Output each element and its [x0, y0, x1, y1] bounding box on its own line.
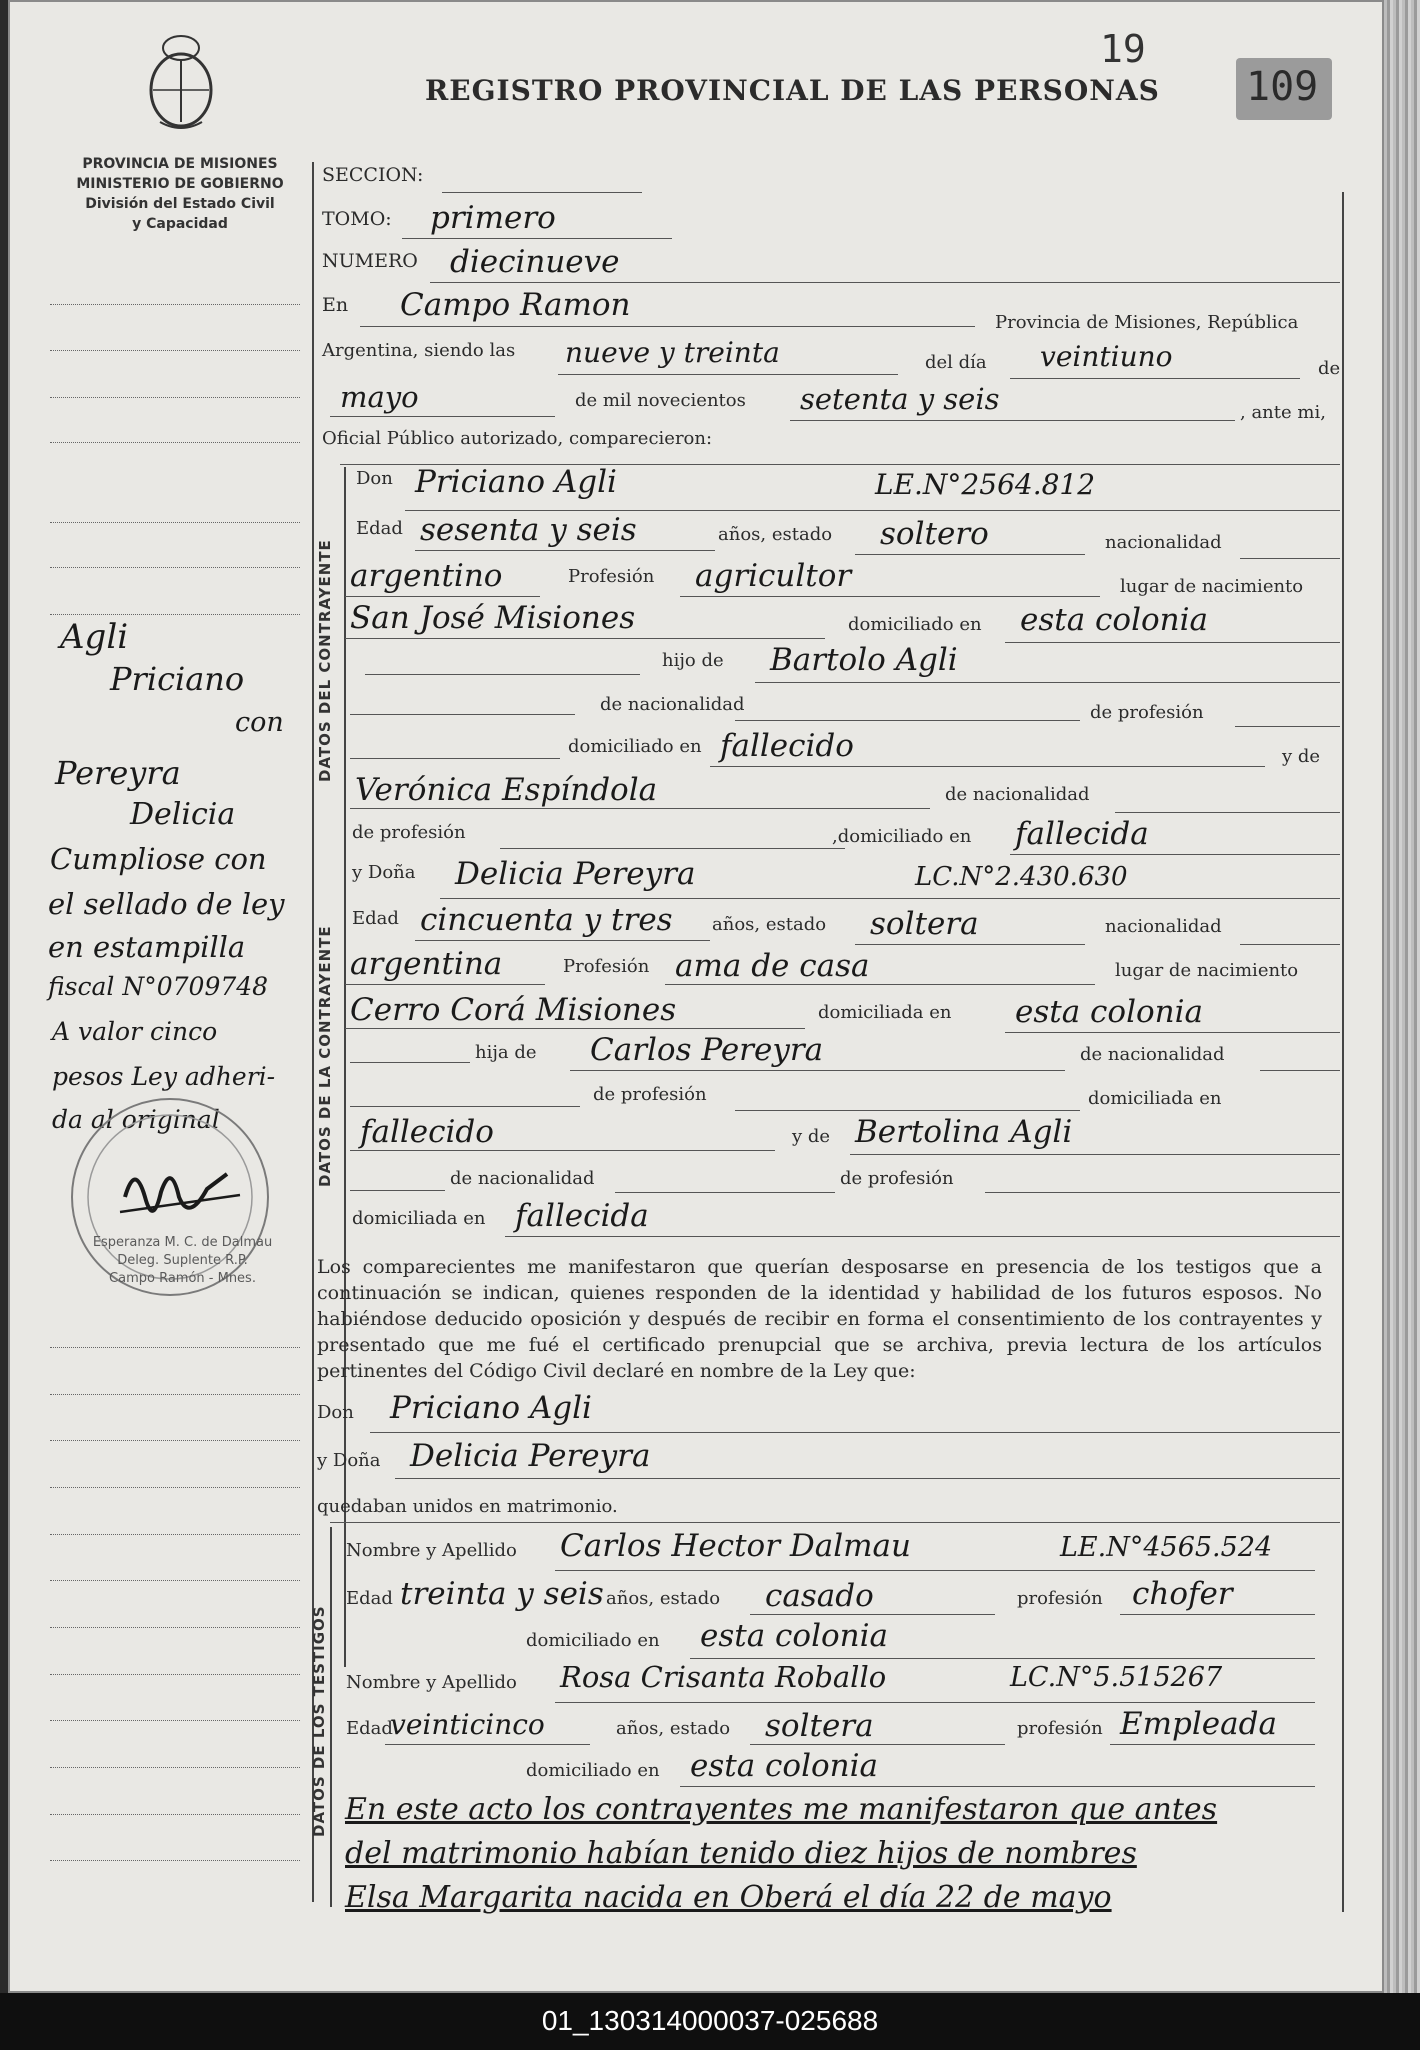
margin-line: con [235, 707, 284, 738]
t2-dom: esta colonia [690, 1748, 879, 1784]
groom-nacionalidad-line [1240, 558, 1340, 559]
t1-dom: esta colonia [700, 1618, 889, 1654]
margin-line: da al original [52, 1105, 220, 1134]
margin-line: Pereyra [55, 754, 181, 792]
mes-line [330, 416, 555, 417]
en-value: Campo Ramon [400, 287, 631, 323]
t1-estado-line [750, 1614, 995, 1615]
bride-mother-domicilio: fallecida [515, 1198, 649, 1234]
t2-estado-line [750, 1744, 1005, 1745]
decl-don-line [370, 1432, 1340, 1433]
groom-estado: soltero [880, 516, 989, 552]
t2-nombre-label: Nombre y Apellido [346, 1672, 517, 1693]
t1-dom-line [690, 1658, 1315, 1659]
hora-value: nueve y treinta [565, 336, 780, 369]
authority-capacity: y Capacidad [132, 216, 228, 232]
bride-lugar-label: lugar de nacimiento [1115, 960, 1299, 981]
groom-father: Bartolo Agli [770, 642, 958, 678]
groom-mother-dom-line [1010, 854, 1340, 855]
bride-father-line [570, 1070, 1065, 1071]
groom-mother: Verónica Espíndola [355, 772, 658, 808]
authority-province: PROVINCIA DE MISIONES [82, 156, 278, 172]
bride-mother-line [850, 1154, 1340, 1155]
data-column-divider [344, 467, 346, 1667]
bride-blank-line [350, 1062, 470, 1063]
seal-line: Deleg. Suplente R.P. [117, 1253, 248, 1268]
groom-mother-line [350, 808, 930, 809]
groom-mother-prof-label: de profesión [352, 822, 466, 843]
witnesses-section-label: DATOS DE LOS TESTIGOS [310, 1605, 328, 1837]
margin-line: pesos Ley adheri- [52, 1062, 276, 1091]
groom-mother-nac-label: de nacionalidad [945, 784, 1090, 805]
t1-estado: casado [765, 1578, 874, 1614]
groom-father-nac-line [735, 720, 1080, 721]
certificate-sheet [8, 0, 1384, 1993]
t1-prof: chofer [1132, 1576, 1233, 1612]
groom-lugar-line [345, 638, 825, 639]
bride-lugar-line [345, 1028, 805, 1029]
don-label: Don [356, 468, 393, 489]
oficial-label: Oficial Público autorizado, comparecieron: [322, 428, 713, 449]
decl-dona-value: Delicia Pereyra [410, 1438, 651, 1474]
t1-prof-label: profesión [1017, 1588, 1103, 1609]
bride-father: Carlos Pereyra [590, 1032, 824, 1068]
de-label: de [1318, 358, 1341, 379]
declaration-text: Los comparecientes me manifestaron que querían desposarse en presencia de los testigos que a continuación se indican, quienes responden de la identidad y habilidad de los futuros esposos. No habiéndose deducido oposición y después de recibir en forma el consentimiento de los contrayentes y presentado que me fué el certificado prenupcial que se archiva, previa lectura de los artículos pertinentes del Código Civil declaré en nombre de la Ley que: [317, 1256, 1322, 1382]
bride-document: LC.N°2.430.630 [915, 862, 1128, 892]
decl-dona-line [395, 1478, 1340, 1479]
argentina-label: Argentina, siendo las [322, 340, 516, 361]
bride-mother-dom-line [505, 1236, 1340, 1237]
note-line-2: del matrimonio habían tenido diez hijos de nombres [345, 1836, 1137, 1871]
scan-id: 01_130314000037-025688 [541, 2005, 879, 2036]
groom-mother-domicilio: fallecida [1015, 816, 1149, 852]
t2-estado-label: años, estado [616, 1718, 731, 1739]
bride-domicilio-line [1005, 1032, 1340, 1033]
numero-label: NUMERO [322, 250, 418, 272]
witness-column-divider [330, 1527, 332, 1907]
margin-line: Delicia [130, 797, 236, 832]
dia-line [1010, 378, 1300, 379]
groom-estado-line [855, 554, 1085, 555]
groom-name: Priciano Agli [415, 464, 617, 500]
hora-line [558, 374, 898, 375]
groom-edad-line [415, 550, 715, 551]
document-title: REGISTRO PROVINCIAL DE LAS PERSONAS [425, 74, 1160, 107]
groom-estado-label: años, estado [718, 524, 833, 545]
groom-profesion: agricultor [695, 558, 852, 594]
margin-line: el sellado de ley [48, 887, 285, 921]
bride-lugar: Cerro Corá Misiones [350, 992, 677, 1028]
bride-nacionalidad-line [1240, 944, 1340, 945]
t2-dom-label: domiciliado en [526, 1760, 660, 1781]
t2-edad-line [385, 1744, 590, 1745]
en-line [360, 326, 975, 327]
groom-name-line [405, 510, 1340, 511]
groom-father-prof-label: de profesión [1090, 702, 1204, 723]
seccion-line [442, 192, 642, 193]
tomo-value: primero [430, 200, 556, 236]
groom-father-dom-label: domiciliado en [568, 736, 702, 757]
bride-mother-nac-label: de nacionalidad [450, 1168, 595, 1189]
bride-father-nac-line [1260, 1070, 1340, 1071]
groom-profesion-line [680, 596, 1100, 597]
bride-father-dom-label: domiciliada en [1088, 1088, 1222, 1109]
contrayente-section-label: DATOS DEL CONTRAYENTE [316, 539, 334, 782]
t1-estado-label: años, estado [606, 1588, 721, 1609]
groom-nacionalidad-label: nacionalidad [1105, 532, 1222, 553]
issuing-authority [40, 154, 320, 234]
bride-hija-label: hija de [475, 1042, 537, 1063]
bride-nacionalidad-label: nacionalidad [1105, 916, 1222, 937]
bride-mother-prof-label: de profesión [840, 1168, 954, 1189]
bride-mother: Bertolina Agli [855, 1114, 1073, 1150]
ante-label: , ante mi, [1240, 402, 1326, 423]
bride-mother-nac-line [615, 1192, 835, 1193]
groom-blank-line [365, 674, 640, 675]
bride-edad-line [415, 940, 710, 941]
groom-domicilio: esta colonia [1020, 602, 1209, 638]
folio-number: 109 [1246, 64, 1319, 110]
numero-line [430, 282, 1340, 283]
coat-of-arms-icon [140, 30, 222, 135]
witness-top-line [330, 1522, 1340, 1523]
tomo-label: TOMO: [322, 208, 392, 230]
margin-line: Cumpliose con [50, 842, 267, 876]
t1-dom-label: domiciliado en [526, 1630, 660, 1651]
del-dia-label: del día [925, 352, 987, 373]
margin-line: fiscal N°0709748 [48, 972, 269, 1001]
book-binding [1384, 0, 1420, 1993]
groom-father-domicilio: fallecido [720, 728, 854, 764]
note-line-3: Elsa Margarita nacida en Oberá el día 22 de mayo [345, 1880, 1112, 1915]
seccion-label: SECCION: [322, 164, 424, 186]
bride-name-line [440, 898, 1340, 899]
decl-unidos-label: quedaban unidos en matrimonio. [317, 1496, 618, 1517]
contrayente-female-section-label: DATOS DE LA CONTRAYENTE [316, 925, 334, 1187]
bride-profesion: ama de casa [675, 948, 870, 984]
seal-line: Esperanza M. C. de Dalmau [92, 1235, 273, 1250]
t2-prof-label: profesión [1017, 1718, 1103, 1739]
bride-edad: cincuenta y tres [420, 902, 673, 938]
mil-label: de mil novecientos [575, 390, 746, 411]
bride-father-blank-line [350, 1106, 580, 1107]
bride-estado: soltera [870, 906, 979, 942]
groom-father-blank2-line [350, 758, 560, 759]
groom-domicilio-line [1005, 642, 1340, 643]
groom-father-blank-line [350, 714, 575, 715]
t1-edad: treinta y seis [400, 1576, 604, 1612]
provincia-label: Provincia de Misiones, República [995, 312, 1299, 333]
t2-dom-line [680, 1786, 1315, 1787]
t1-prof-line [1120, 1614, 1315, 1615]
authority-division: División del Estado Civil [85, 196, 275, 212]
bride-nacionalidad: argentina [350, 946, 503, 982]
groom-mother-dom-label: ,domiciliado en [832, 826, 972, 847]
groom-domicilio-label: domiciliado en [848, 614, 982, 635]
groom-profesion-label: Profesión [568, 566, 655, 587]
bride-mother-prof-line [985, 1192, 1340, 1193]
groom-nac-value-line [345, 596, 540, 597]
decl-don-label: Don [317, 1402, 354, 1423]
groom-edad-label: Edad [356, 518, 403, 539]
tomo-line [402, 238, 672, 239]
t1-nombre-label: Nombre y Apellido [346, 1540, 517, 1561]
groom-edad: sesenta y seis [420, 512, 637, 548]
t2-edad: veinticinco [390, 1708, 545, 1741]
groom-father-dom-line [710, 766, 1265, 767]
dia-value: veintiuno [1040, 340, 1173, 373]
bride-father-prof-label: de profesión [593, 1084, 707, 1105]
bride-father-nac-label: de nacionalidad [1080, 1044, 1225, 1065]
bride-y-de-label: y de [792, 1126, 831, 1147]
seal-line: Campo Ramón - Mnes. [109, 1271, 256, 1286]
groom-father-prof-line [1235, 726, 1340, 727]
bride-father-dom-line [350, 1150, 775, 1151]
numero-value: diecinueve [450, 244, 620, 280]
bride-edad-label: Edad [352, 908, 399, 929]
page-number: 19 [1100, 27, 1146, 71]
groom-father-nac-label: de nacionalidad [600, 694, 745, 715]
t2-estado: soltera [765, 1708, 874, 1744]
mes-value: mayo [340, 380, 419, 414]
t1-nombre: Carlos Hector Dalmau [560, 1528, 911, 1564]
t1-edad-label: Edad [346, 1588, 393, 1609]
decl-don-value: Priciano Agli [390, 1390, 592, 1426]
note-line-1: En este acto los contrayentes me manifestaron que antes [345, 1792, 1218, 1827]
right-border [1342, 192, 1344, 1912]
bride-father-prof-line [735, 1110, 1080, 1111]
groom-mother-nac-line [1115, 812, 1340, 813]
groom-y-de-label: y de [1282, 746, 1321, 767]
t2-edad-label: Edad [346, 1718, 393, 1739]
t2-documento: LC.N°5.515267 [1010, 1662, 1223, 1693]
groom-father-line [755, 682, 1340, 683]
bride-estado-label: años, estado [712, 914, 827, 935]
margin-line: A valor cinco [52, 1017, 218, 1046]
groom-lugar-label: lugar de nacimiento [1120, 576, 1304, 597]
t2-prof-line [1110, 1744, 1315, 1745]
bride-domicilio: esta colonia [1015, 994, 1204, 1030]
t1-nombre-line [555, 1570, 1315, 1571]
bride-profesion-label: Profesión [563, 956, 650, 977]
groom-document: LE.N°2564.812 [875, 468, 1096, 501]
groom-nacionalidad: argentino [350, 558, 503, 594]
margin-line: Agli [60, 617, 129, 657]
t2-prof: Empleada [1120, 1706, 1277, 1742]
official-seal-text [40, 1234, 325, 1288]
t1-documento: LE.N°4565.524 [1060, 1532, 1273, 1563]
bride-name: Delicia Pereyra [455, 856, 696, 892]
bride-mother-blank-line [350, 1190, 445, 1191]
bride-domicilio-label: domiciliada en [818, 1002, 952, 1023]
margin-line: en estampilla [48, 930, 246, 964]
dona-label: y Doña [352, 862, 416, 883]
anio-value: setenta y seis [800, 382, 1000, 416]
en-label: En [322, 294, 349, 316]
bride-nac-value-line [345, 984, 545, 985]
groom-mother-prof-line [500, 848, 845, 849]
groom-lugar: San José Misiones [350, 600, 636, 636]
margin-line: Priciano [110, 660, 245, 698]
anio-line [790, 420, 1235, 421]
bride-father-domicilio: fallecido [360, 1114, 494, 1150]
bride-profesion-line [665, 984, 1095, 985]
bride-estado-line [855, 944, 1085, 945]
t2-nombre-line [555, 1702, 1315, 1703]
groom-hijo-label: hijo de [662, 650, 724, 671]
t2-nombre: Rosa Crisanta Roballo [560, 1660, 887, 1694]
decl-dona-label: y Doña [317, 1450, 381, 1471]
authority-ministry: MINISTERIO DE GOBIERNO [76, 176, 284, 192]
bride-mother-dom-label: domiciliada en [352, 1208, 486, 1229]
scan-footer [0, 1993, 1420, 2050]
